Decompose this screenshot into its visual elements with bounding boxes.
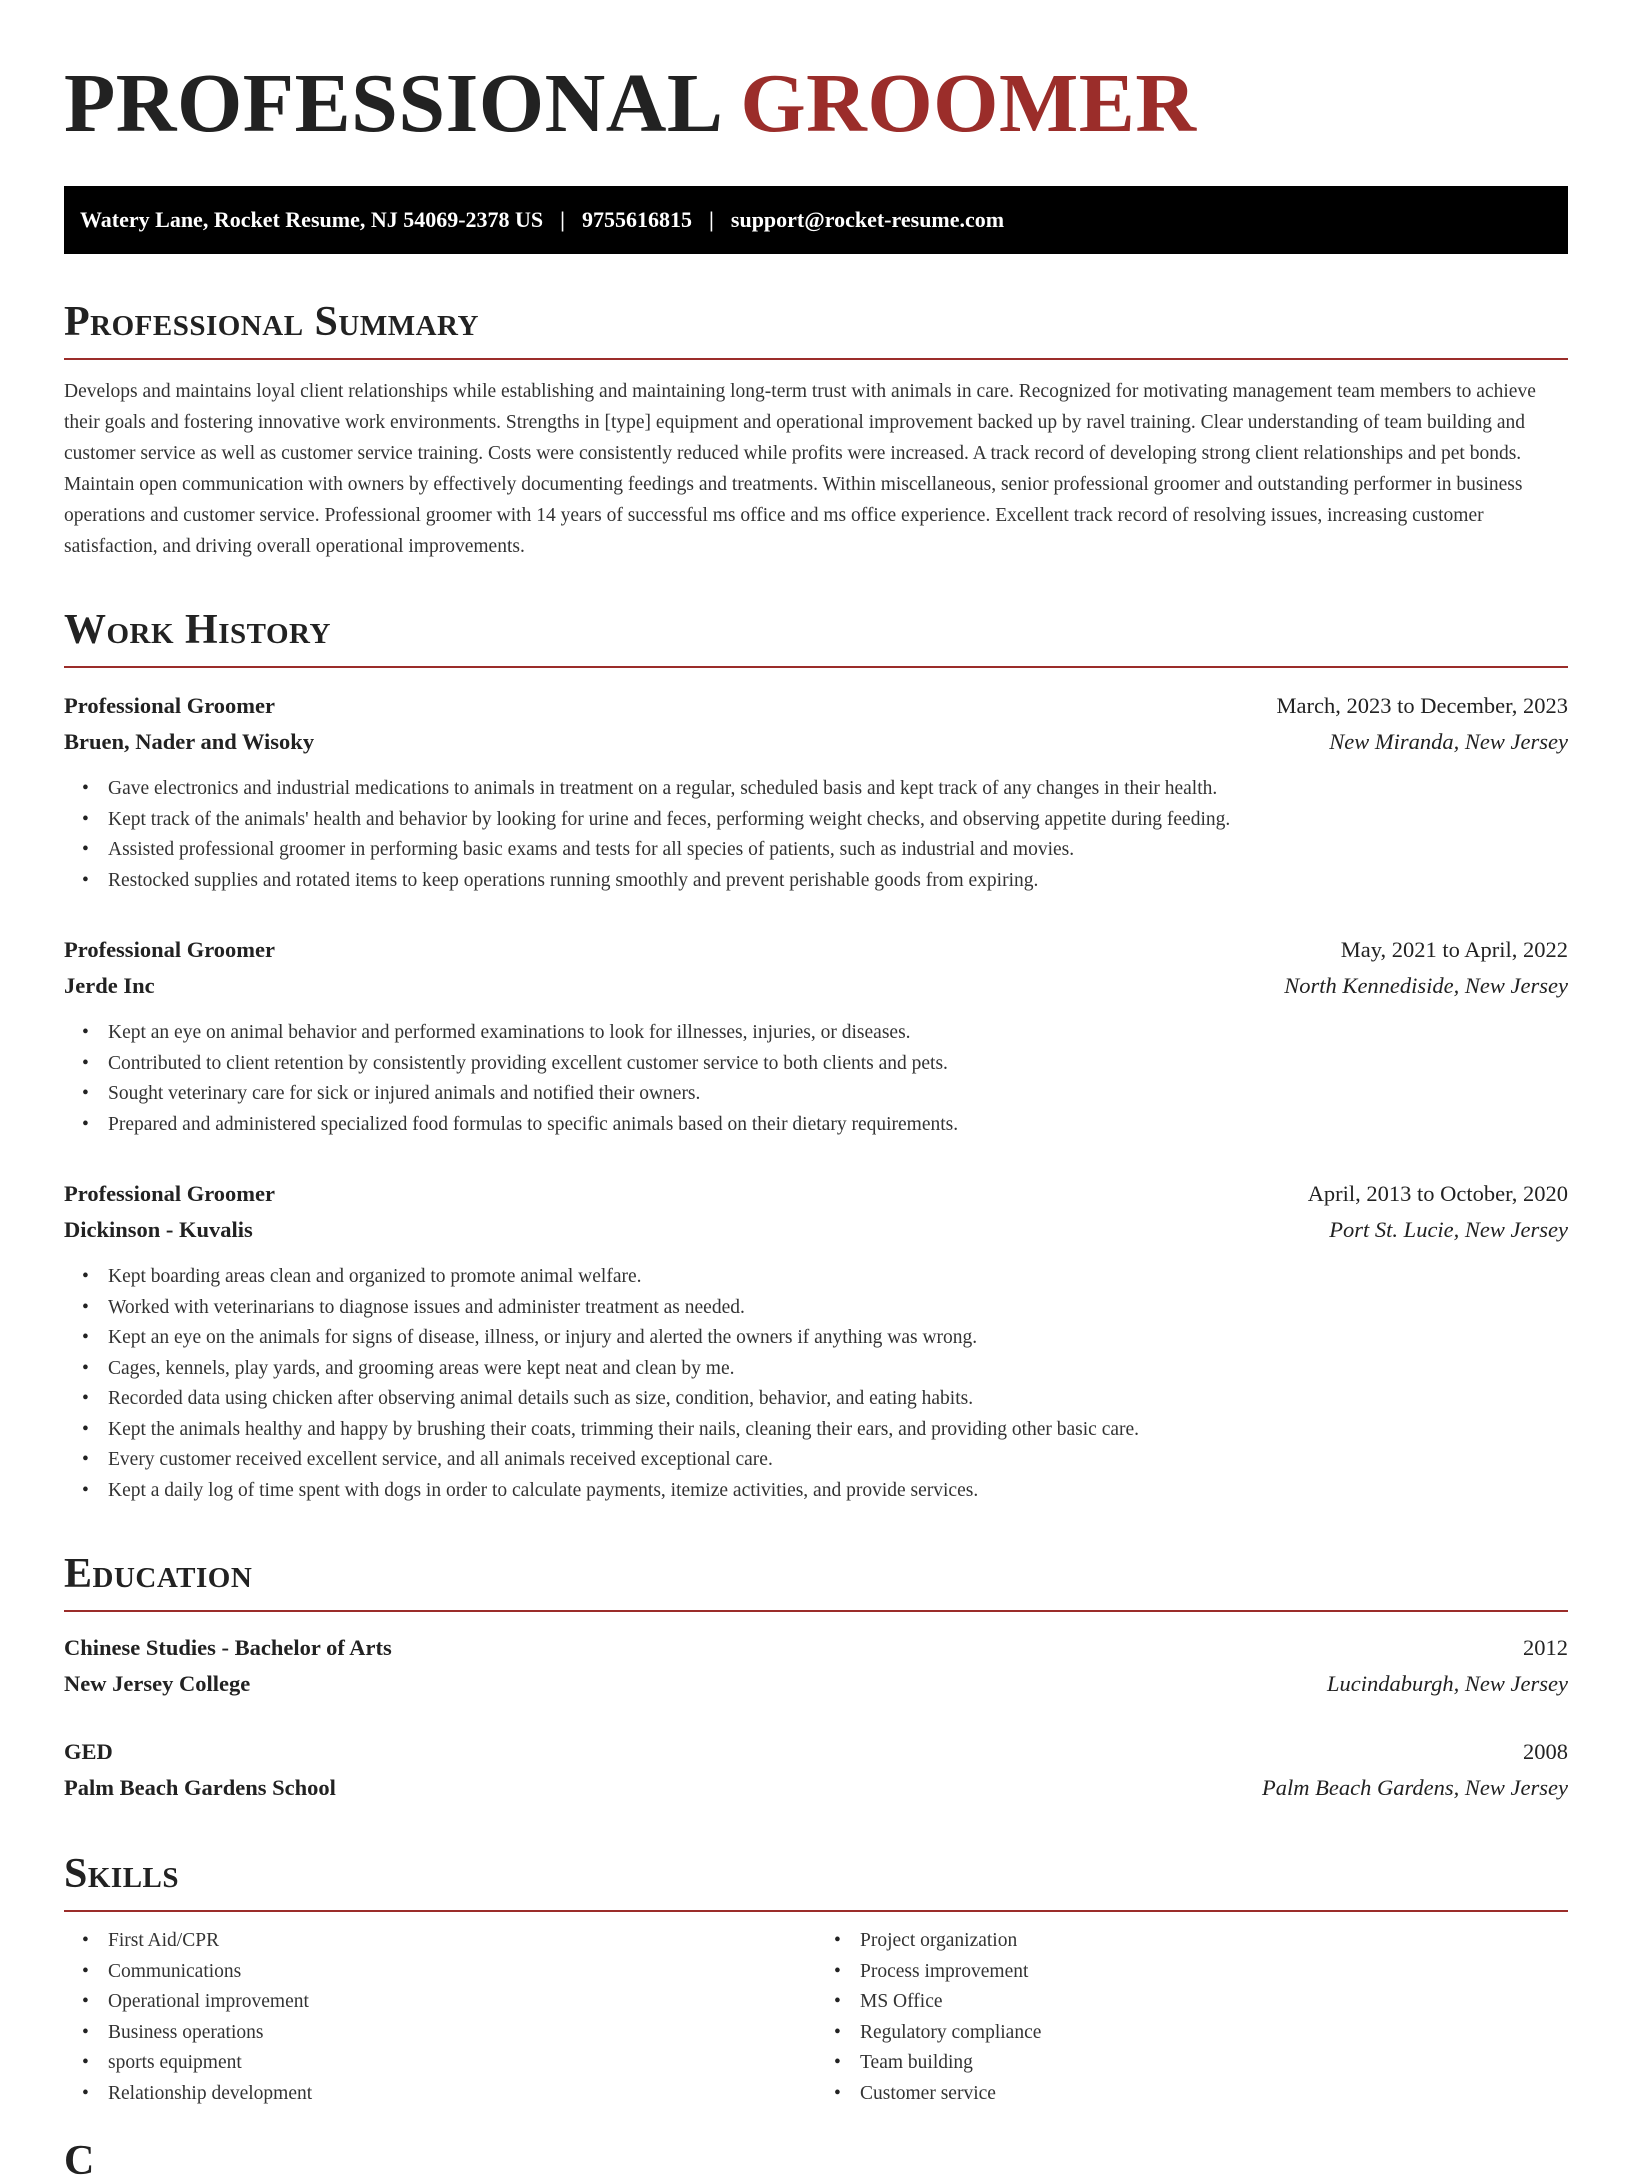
job-bullet: • Gave electronics and industrial medications to animals in treatment on a regular, scheduled basis and kept track of any changes in their health. xyxy=(108,774,1568,805)
skills-column-left xyxy=(64,1926,816,2109)
job-location: North Kennediside, New Jersey xyxy=(1284,973,1568,998)
job-role: Professional Groomer xyxy=(64,1181,276,1206)
skills-columns xyxy=(64,1926,1568,2109)
job-bullet: • Restocked supplies and rotated items to keep operations running smoothly and prevent perishable goods from expiring. xyxy=(108,866,1568,897)
contact-separator: | xyxy=(709,207,714,232)
job-bullet: • Prepared and administered specialized food formulas to specific animals based on their dietary requirements. xyxy=(108,1110,1568,1141)
education-school-row xyxy=(64,1666,1568,1702)
job-bullet: • Assisted professional groomer in performing basic exams and tests for all species of patients, such as industrial and movies. xyxy=(108,835,1568,866)
skills-column-right xyxy=(816,1926,1568,2109)
job-bullet: • Kept the animals healthy and happy by brushing their coats, trimming their nails, cleaning their ears, and providing other basic care. xyxy=(108,1415,1568,1446)
summary-section xyxy=(64,300,1568,562)
job-bullets xyxy=(64,1262,1568,1506)
job-bullet: • Recorded data using chicken after observing animal details such as size, condition, behavior, and eating habits. xyxy=(108,1384,1568,1415)
job-role: Professional Groomer xyxy=(64,937,276,962)
skills-section xyxy=(64,1852,1568,2109)
contact-bar xyxy=(64,186,1568,254)
skill-item: • Regulatory compliance xyxy=(860,2018,1568,2049)
skill-item: • First Aid/CPR xyxy=(108,1926,816,1957)
job-bullet: • Kept boarding areas clean and organized to promote animal welfare. xyxy=(108,1262,1568,1293)
job-bullet: • Kept a daily log of time spent with dogs in order to calculate payments, itemize activities, and provide services. xyxy=(108,1476,1568,1507)
education-header-row xyxy=(64,1630,1568,1666)
skill-item: • Operational improvement xyxy=(108,1987,816,2018)
contact-email: support@rocket-resume.com xyxy=(730,207,1005,232)
next-section-title-partial: C xyxy=(64,2138,95,2184)
job-entry xyxy=(64,1176,1568,1506)
skill-item: • Customer service xyxy=(860,2079,1568,2110)
contact-phone: 9755616815 xyxy=(582,207,693,232)
job-header-row xyxy=(64,688,1568,724)
job-entry xyxy=(64,688,1568,896)
education-degree: GED xyxy=(64,1739,113,1764)
skill-item: • MS Office xyxy=(860,1987,1568,2018)
job-bullet: • Kept an eye on the animals for signs of disease, illness, or injury and alerted the owners if anything was wrong. xyxy=(108,1323,1568,1354)
education-location: Lucindaburgh, New Jersey xyxy=(1326,1671,1568,1696)
job-dates: March, 2023 to December, 2023 xyxy=(1276,693,1568,718)
education-school: New Jersey College xyxy=(64,1671,251,1696)
job-company-row xyxy=(64,968,1568,1004)
job-bullet: • Kept an eye on animal behavior and performed examinations to look for illnesses, injuries, or diseases. xyxy=(108,1018,1568,1049)
education-school-row xyxy=(64,1770,1568,1806)
job-company: Dickinson - Kuvalis xyxy=(64,1217,253,1242)
education-year: 2012 xyxy=(1523,1635,1568,1660)
job-header-row xyxy=(64,932,1568,968)
skill-item: • Communications xyxy=(108,1957,816,1988)
education-school: Palm Beach Gardens School xyxy=(64,1775,336,1800)
section-title-summary: Professional Summary xyxy=(64,300,1568,360)
job-header-row xyxy=(64,1176,1568,1212)
job-bullet: • Cages, kennels, play yards, and grooming areas were kept neat and clean by me. xyxy=(108,1354,1568,1385)
job-location: New Miranda, New Jersey xyxy=(1329,729,1568,754)
resume-name xyxy=(64,0,1568,152)
job-dates: April, 2013 to October, 2020 xyxy=(1307,1181,1568,1206)
section-title-work: Work History xyxy=(64,608,1568,668)
section-title-education: Education xyxy=(64,1552,1568,1612)
job-dates: May, 2021 to April, 2022 xyxy=(1340,937,1568,962)
job-company: Bruen, Nader and Wisoky xyxy=(64,729,315,754)
job-company-row xyxy=(64,724,1568,760)
job-role: Professional Groomer xyxy=(64,693,276,718)
education-entry xyxy=(64,1734,1568,1806)
skill-item: • Team building xyxy=(860,2048,1568,2079)
job-bullet: • Sought veterinary care for sick or injured animals and notified their owners. xyxy=(108,1079,1568,1110)
work-section xyxy=(64,608,1568,1506)
section-title-skills: Skills xyxy=(64,1852,1568,1912)
education-header-row xyxy=(64,1734,1568,1770)
skill-item: • Relationship development xyxy=(108,2079,816,2110)
skill-item: • Project organization xyxy=(860,1926,1568,1957)
job-bullets xyxy=(64,774,1568,896)
job-bullet: • Worked with veterinarians to diagnose issues and administer treatment as needed. xyxy=(108,1293,1568,1324)
skill-item: • Business operations xyxy=(108,2018,816,2049)
education-location: Palm Beach Gardens, New Jersey xyxy=(1262,1775,1568,1800)
name-first: PROFESSIONAL xyxy=(64,57,719,150)
education-entry xyxy=(64,1630,1568,1702)
job-location: Port St. Lucie, New Jersey xyxy=(1329,1217,1568,1242)
job-entry xyxy=(64,932,1568,1140)
name-last: GROOMER xyxy=(740,57,1197,150)
job-company-row xyxy=(64,1212,1568,1248)
job-company: Jerde Inc xyxy=(64,973,155,998)
job-bullet: • Contributed to client retention by consistently providing excellent customer service to both clients and pets. xyxy=(108,1049,1568,1080)
contact-address: Watery Lane, Rocket Resume, NJ 54069-2378 US xyxy=(80,207,544,232)
job-bullets xyxy=(64,1018,1568,1140)
education-section xyxy=(64,1552,1568,1806)
education-degree: Chinese Studies - Bachelor of Arts xyxy=(64,1635,392,1660)
contact-separator: | xyxy=(560,207,566,232)
education-year: 2008 xyxy=(1523,1739,1568,1764)
job-bullet: • Every customer received excellent service, and all animals received exceptional care. xyxy=(108,1445,1568,1476)
skill-item: • sports equipment xyxy=(108,2048,816,2079)
job-bullet: • Kept track of the animals' health and behavior by looking for urine and feces, performing weight checks, and observing appetite during feeding. xyxy=(108,805,1568,836)
skill-item: • Process improvement xyxy=(860,1957,1568,1988)
summary-text: Develops and maintains loyal client relationships while establishing and maintaining long-term trust with animals in care. Recognized for motivating management team members to achieve their goals and fostering innovative work environments. Strengths in [type] equipment and operational improvement backed up by ravel training. Clear understanding of team building and customer service as well as customer service training. Costs were consistently reduced while profits were increased. A track record of developing strong client relationships and pet bonds. Maintain open communication with owners by effectively documenting feedings and treatments. Within miscellaneous, senior professional groomer and outstanding performer in business operations and customer service. Professional groomer with 14 years of successful ms office and ms office experience. Excellent track record of resolving issues, increasing customer satisfaction, and driving overall operational improvements. xyxy=(64,381,1536,557)
